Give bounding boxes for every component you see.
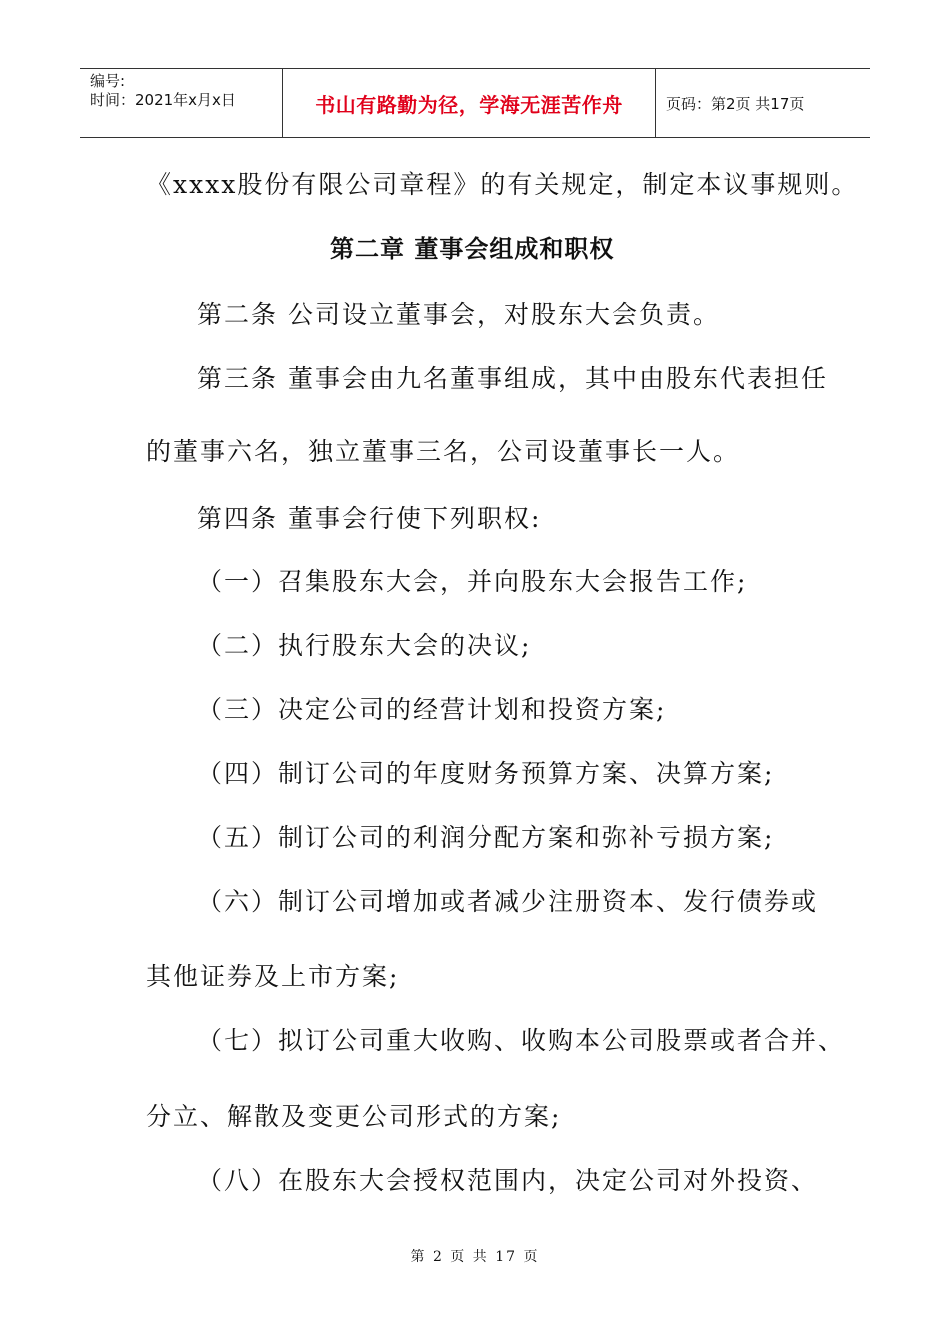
header-page-info: 页码：第2页 共17页 (666, 94, 805, 113)
list-item: （三）决定公司的经营计划和投资方案; (197, 695, 667, 724)
article-line: 第三条 董事会由九名董事组成，其中由股东代表担任 (197, 364, 828, 393)
article-line: 第四条 董事会行使下列职权: (197, 504, 542, 533)
list-item: （八）在股东大会授权范围内，决定公司对外投资、 (197, 1166, 819, 1195)
list-item-continuation: 分立、解散及变更公司形式的方案; (146, 1102, 562, 1131)
chapter-heading: 第二章 董事会组成和职权 (330, 235, 615, 263)
body-line: 的董事六名，独立董事三名，公司设董事长一人。 (146, 437, 741, 466)
body-line: 《xxxx股份有限公司章程》的有关规定，制定本议事规则。 (146, 170, 859, 199)
page-footer: 第 2 页 共 17 页 (410, 1249, 540, 1265)
header-left-cell (80, 69, 283, 137)
article-line: 第二条 公司设立董事会，对股东大会负责。 (197, 300, 720, 329)
list-item: （二）执行股东大会的决议; (197, 631, 532, 660)
list-item: （七）拟订公司重大收购、收购本公司股票或者合并、 (197, 1026, 846, 1055)
list-item: （六）制订公司增加或者减少注册资本、发行债券或 (197, 887, 819, 916)
header-motto: 书山有路勤为径，学海无涯苦作舟 (283, 69, 656, 137)
list-item: （四）制订公司的年度财务预算方案、决算方案; (197, 759, 775, 788)
list-item-continuation: 其他证券及上市方案; (146, 962, 400, 991)
document-time-label: 时间：2021年x月x日 (90, 91, 236, 109)
document-number-label: 编号: (90, 72, 126, 90)
list-item: （五）制订公司的利润分配方案和弥补亏损方案; (197, 823, 775, 852)
page-header (80, 68, 870, 138)
list-item: （一）召集股东大会，并向股东大会报告工作; (197, 567, 748, 596)
